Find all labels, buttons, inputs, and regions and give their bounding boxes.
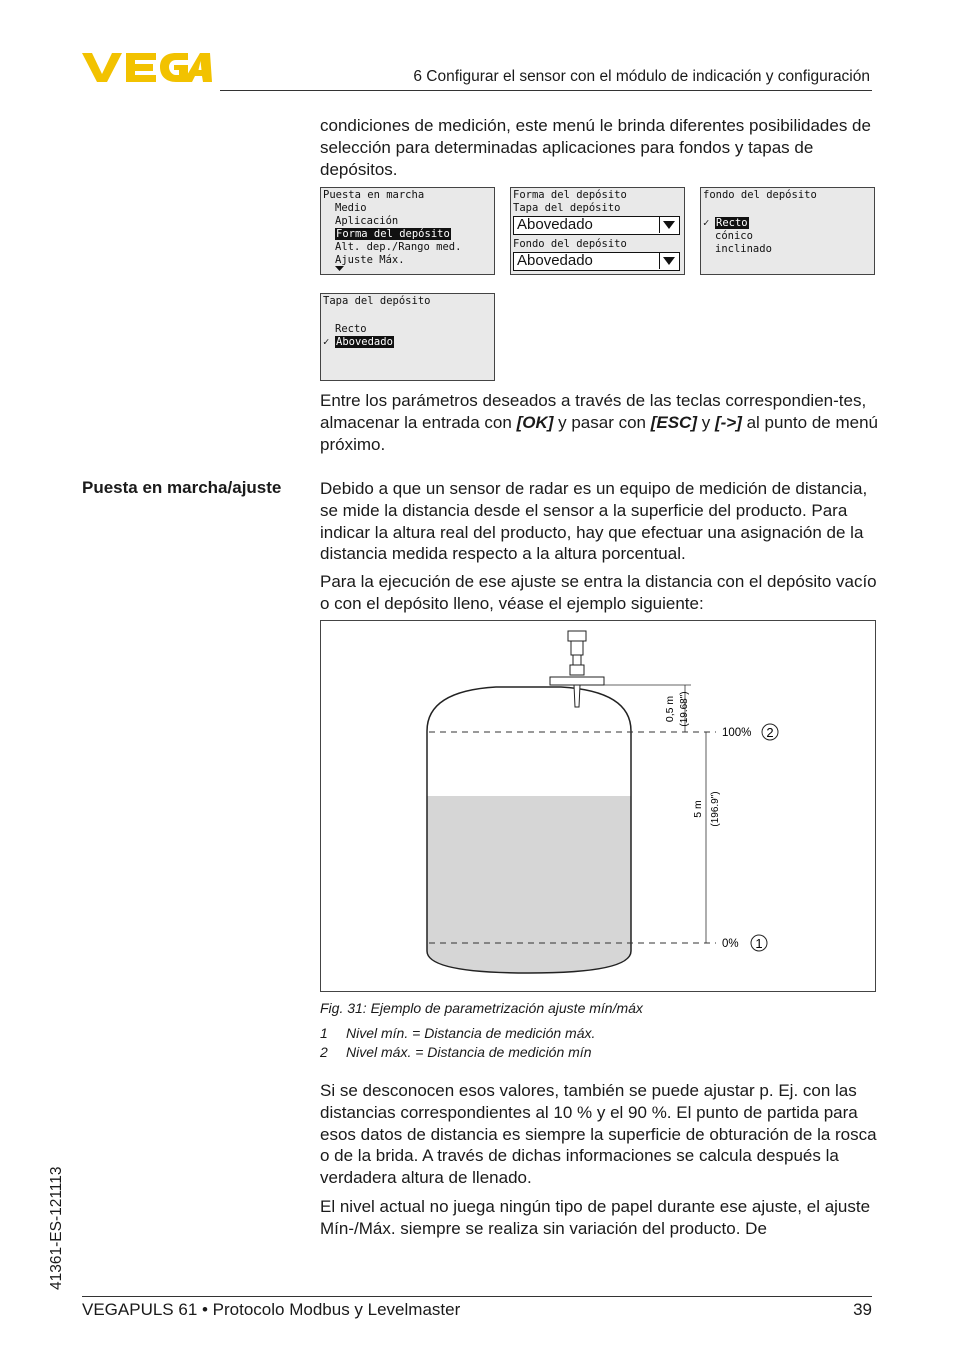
radar-sensor <box>550 631 604 707</box>
dim-main-label: 5 m <box>692 800 704 818</box>
lcd-subtitle: Tapa del depósito <box>513 202 621 214</box>
fondo-select-value: Abovedado <box>517 252 593 269</box>
lcd-title: Tapa del depósito <box>323 295 431 307</box>
dim-main-inch-label: (196.9") <box>710 791 721 827</box>
check-icon: ✓ <box>323 336 330 348</box>
section-label: Puesta en marcha/ajuste <box>82 478 282 497</box>
marker-empty: 1 <box>755 936 763 951</box>
legend-item <box>320 1044 592 1060</box>
dim-top-label: 0,5 m <box>664 695 676 723</box>
lcd-subtitle: Fondo del depósito <box>513 238 627 250</box>
chevron-down-icon <box>659 253 679 269</box>
lcd-title: Forma del depósito <box>513 189 627 201</box>
lcd-tapa-screen <box>320 293 495 381</box>
instructions-text: y pasar con <box>553 412 651 432</box>
legend-text: Nivel mín. = Distancia de medición máx. <box>346 1025 596 1041</box>
chevron-down-icon <box>659 217 679 233</box>
lcd-menu-screen <box>320 187 495 275</box>
footer-rule <box>82 1296 872 1297</box>
lcd-menu-item: Alt. dep./Rango med. <box>335 241 462 253</box>
legend-number: 2 <box>320 1044 328 1060</box>
figure-caption: Fig. 31: Ejemplo de parametrización ajuste mín/máx <box>320 1000 643 1016</box>
lcd-shape-screen <box>510 187 685 275</box>
lcd-option: inclinado <box>715 243 772 255</box>
lcd-fondo-screen <box>700 187 875 275</box>
section-paragraph-2: Para la ejecución de ese ajuste se entra la distancia con el depósito vacío o con el depósito lleno, véase el ejemplo siguiente: <box>320 572 877 613</box>
empty-percent-label: 0% <box>722 938 739 950</box>
instructions-text: Entre los parámetros deseados a través de las teclas correspondien-tes, almacenar la entrada con <box>320 391 867 432</box>
lcd-option: Recto <box>335 323 367 335</box>
after-paragraph-1: Si se desconocen esos valores, también se puede ajustar p. Ej. con las distancias correspondientes al 10 % y el 90 %. El punto de partida para esos datos de distancia es siempre la superficie de obturación de la rosca o de la brida. A través de dichas informaciones se calcula después la verdadera altura de llenado. <box>320 1081 877 1188</box>
dim-top-inch-label: (19.68") <box>679 691 690 727</box>
fondo-select[interactable] <box>513 252 680 271</box>
check-icon: ✓ <box>703 217 710 229</box>
tapa-select-value: Abovedado <box>517 216 593 233</box>
after-paragraph-2: El nivel actual no juega ningún tipo de papel durante ese ajuste, el ajuste Mín-/Máx. siempre se realiza sin variación del producto. De <box>320 1197 871 1238</box>
marker-full: 2 <box>766 725 774 740</box>
chapter-title: 6 Configurar el sensor con el módulo de indicación y configuración <box>413 68 870 85</box>
instructions-paragraph <box>320 390 878 455</box>
lcd-option: cónico <box>715 230 753 242</box>
lcd-menu-item-selected: Forma del depósito <box>336 228 450 240</box>
legend-item <box>320 1025 595 1041</box>
scroll-down-icon <box>335 266 344 272</box>
legend-number: 1 <box>320 1025 328 1041</box>
document-code: 41361-ES-121113 <box>48 1166 65 1290</box>
liquid-fill <box>421 796 641 981</box>
esc-key: [ESC] <box>650 412 697 432</box>
page-number: 39 <box>853 1300 872 1319</box>
lcd-menu-item: Ajuste Máx. <box>335 254 405 266</box>
tank-diagram <box>321 621 877 993</box>
intro-paragraph: condiciones de medición, este menú le brinda diferentes posibilidades de selección para determinadas aplicaciones para fondos y tapas de depósitos. <box>320 116 871 179</box>
legend-text: Nivel máx. = Distancia de medición mín <box>346 1044 592 1060</box>
lcd-menu-item: Medio <box>335 202 367 214</box>
header-rule <box>220 90 872 91</box>
lcd-title: fondo del depósito <box>703 189 817 201</box>
full-percent-label: 100% <box>722 727 752 739</box>
footer-product: VEGAPULS 61 • Protocolo Modbus y Levelmaster <box>82 1300 461 1319</box>
tapa-select[interactable] <box>513 216 680 235</box>
lcd-option-selected: Abovedado <box>336 336 393 348</box>
lcd-menu-item: Aplicación <box>335 215 399 227</box>
vega-logo <box>82 50 212 84</box>
arrow-key: [->] <box>714 412 742 432</box>
lcd-title: Puesta en marcha <box>323 189 425 201</box>
instructions-text: al punto de menú próximo. <box>320 412 878 454</box>
lcd-option-selected: Recto <box>716 217 748 229</box>
ok-key: [OK] <box>516 412 554 432</box>
section-paragraph-1: Debido a que un sensor de radar es un equipo de medición de distancia, se mide la distancia desde el sensor a la superficie del producto. Para indicar la altura real del producto, hay que efectuar una asignación de la distancia medida respecto a la altura porcentual. <box>320 479 868 564</box>
tank-figure <box>320 620 876 992</box>
instructions-text: y <box>697 412 715 432</box>
